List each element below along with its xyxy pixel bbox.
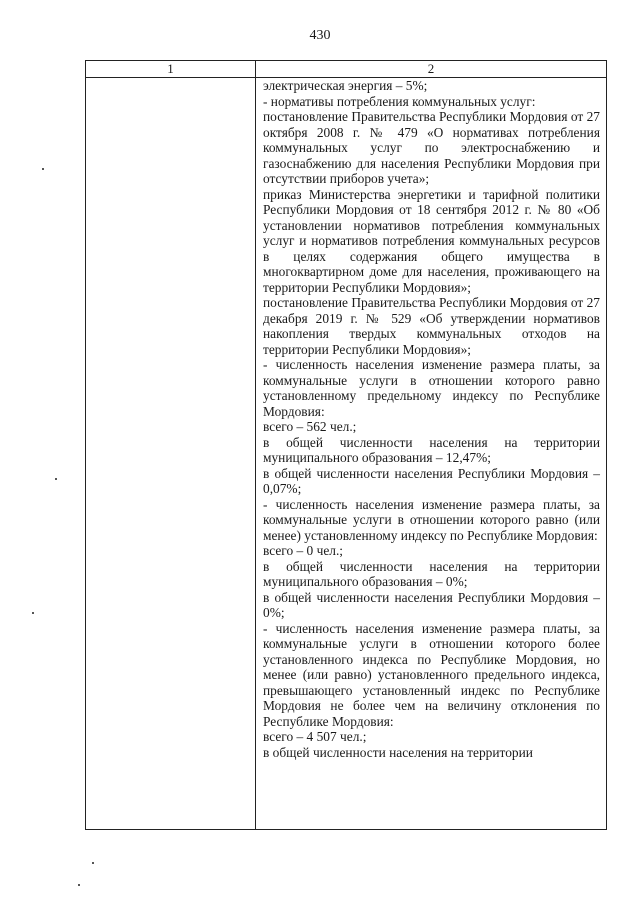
table-body-row [86,78,606,830]
paragraph-share-republic-1: в общей численности населения Республики Мордовия – 0,07%; [263,465,600,496]
paragraph-share-municipal-3: в общей численности населения на территории [263,744,533,760]
column-header-2: 2 [427,61,435,76]
paragraph-norms-heading: - нормативы потребления коммунальных услуг: [263,93,536,109]
paragraph-share-municipal-2: в общей численности населения на территории муниципального образования – 0%; [263,558,600,589]
column-header-1: 1 [86,61,256,77]
paragraph-order-80: приказ Министерства энергетики и тарифной политики Республики Мордовия от 18 сентября 2012 г. № 80 «Об установлении нормативов потребления коммунальных услуг и нормативов потребления коммунальных ресурсов в целях содержания общего имущества в многоквартирном доме для населения, проживающего на территории Республики Мордовия»; [263,186,600,295]
paragraph-population-equal-limit: - численность населения изменение размера платы, за коммунальные услуги в отношении которого равно установленному предельному индексу по Республике Мордовия: [263,357,600,419]
paragraph-total-562: всего – 562 чел.; [263,419,357,434]
paragraph-share-republic-2: в общей численности населения Республики Мордовия – 0%; [263,589,600,620]
paragraph-population-equal-or-less: - численность населения изменение размера платы, за коммунальные услуги в отношении которого равно (или менее) установленному индексу по Республике Мордовия: [263,496,600,543]
document-table [85,60,607,830]
paragraph-share-municipal-1: в общей численности населения на территории муниципального образования – 12,47%; [263,434,600,465]
paragraph-resolution-529: постановление Правительства Республики Мордовия от 27 декабря 2019 г. № 529 «Об утверждении нормативов накопления твердых коммунальных отходов на территории Республики Мордовия»; [263,295,600,357]
paragraph-total-0: всего – 0 чел.; [263,543,344,558]
paragraph-total-4507: всего – 4 507 чел.; [263,729,367,744]
scan-speck [92,862,94,864]
page-number: 430 [309,28,331,43]
paragraph-population-above-index: - численность населения изменение размера платы, за коммунальные услуги в отношении которого более установленного индекса по Республике Мордовия, но менее (или равно) установленного предельного индекса, превышающего установленный индекс по Республике Мордовия не более чем на величину отклонения по Республике Мордовия: [263,620,600,729]
paragraph-resolution-479: постановление Правительства Республики Мордовия от 27 октября 2008 г. № 479 «О нормативах потребления коммунальных услуг по электроснабжению и газоснабжению для населения Республики Мордовия при отсутствии приборов учета»; [263,109,600,186]
scan-speck [55,478,57,480]
scan-speck [42,168,44,170]
scan-speck [78,884,80,886]
paragraph-electricity: электрическая энергия – 5%; [263,78,428,93]
column-2-cell [256,78,606,830]
table-header-row [86,61,606,78]
scan-speck [32,612,34,614]
column-1-cell [86,78,256,830]
